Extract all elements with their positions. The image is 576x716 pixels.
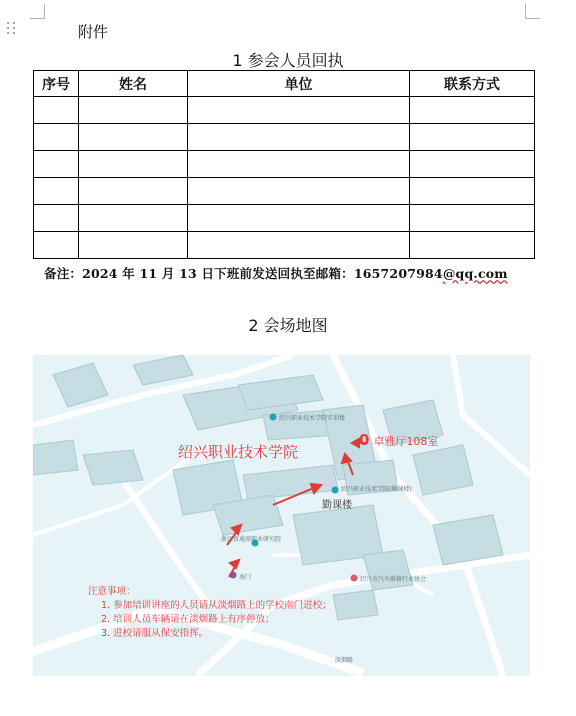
submission-note bbox=[44, 264, 508, 282]
table-cell[interactable] bbox=[34, 232, 79, 259]
section-title-receipt: 1 参会人员回执 bbox=[232, 51, 344, 70]
table-cell[interactable] bbox=[188, 151, 410, 178]
table-header-row bbox=[34, 71, 535, 97]
table-cell[interactable] bbox=[79, 232, 188, 259]
notice-block bbox=[88, 585, 332, 641]
table-cell[interactable] bbox=[410, 232, 535, 259]
poi-label: 南门 bbox=[239, 574, 252, 581]
table-cell[interactable] bbox=[79, 124, 188, 151]
table-row bbox=[34, 232, 535, 259]
notice-item: 1. 参加培训讲座的人员请从淡烟路上的学校南门进校； bbox=[101, 600, 332, 611]
table-cell[interactable] bbox=[34, 205, 79, 232]
venue-map bbox=[33, 355, 530, 676]
room-name: 卓雅厅108室 bbox=[373, 435, 439, 448]
poi-label: 绍兴职业技术学院(勤课楼) bbox=[341, 486, 412, 493]
page-corner-mark-right bbox=[525, 4, 540, 19]
table-cell[interactable] bbox=[79, 151, 188, 178]
table-row bbox=[34, 205, 535, 232]
school-name-label: 绍兴职业技术学院 bbox=[178, 443, 299, 461]
column-header-contact: 联系方式 bbox=[410, 71, 535, 97]
table-cell[interactable] bbox=[79, 205, 188, 232]
drag-handle-icon[interactable] bbox=[6, 22, 18, 36]
table-cell[interactable] bbox=[34, 151, 79, 178]
email-domain: @qq.com bbox=[442, 266, 508, 281]
attendee-receipt-table bbox=[33, 70, 535, 259]
note-text: 备注：2024 年 11 月 13 日下班前发送回执至邮箱：1657207984 bbox=[44, 266, 443, 281]
notice-title: 注意事项： bbox=[88, 586, 136, 597]
table-cell[interactable] bbox=[34, 97, 79, 124]
table-row bbox=[34, 178, 535, 205]
teaching-building-label: 勤课楼 bbox=[322, 500, 352, 511]
table-cell[interactable] bbox=[34, 178, 79, 205]
poi-label: 浙江省通用职业研究院 bbox=[221, 536, 282, 543]
table-cell[interactable] bbox=[188, 97, 410, 124]
table-cell[interactable] bbox=[410, 97, 535, 124]
column-header-name: 姓名 bbox=[79, 71, 188, 97]
table-cell[interactable] bbox=[410, 205, 535, 232]
venue-room-label bbox=[359, 431, 438, 449]
poi-label: 绍兴职业技术学院实训楼 bbox=[279, 415, 346, 422]
table-row bbox=[34, 151, 535, 178]
notice-item: 3. 进校请服从保安指挥。 bbox=[101, 628, 209, 639]
notice-item: 2. 培训人员车辆请在淡烟路上有序停放； bbox=[101, 614, 275, 625]
column-header-number: 序号 bbox=[34, 71, 79, 97]
table-cell[interactable] bbox=[410, 124, 535, 151]
table-cell[interactable] bbox=[188, 124, 410, 151]
poi-label: 绍兴市汽车维修行业协会 bbox=[360, 576, 427, 583]
attachment-label: 附件 bbox=[78, 23, 109, 41]
table-cell[interactable] bbox=[34, 124, 79, 151]
section-title-venue-map: 2 会场地图 bbox=[248, 316, 328, 335]
table-cell[interactable] bbox=[79, 178, 188, 205]
table-cell[interactable] bbox=[188, 232, 410, 259]
page-corner-mark-left bbox=[30, 4, 45, 19]
table-row bbox=[34, 124, 535, 151]
table-cell[interactable] bbox=[410, 151, 535, 178]
table-row bbox=[34, 97, 535, 124]
road-label: 淡烟路 bbox=[335, 657, 354, 664]
table-cell[interactable] bbox=[410, 178, 535, 205]
column-header-organization: 单位 bbox=[188, 71, 410, 97]
table-cell[interactable] bbox=[188, 178, 410, 205]
table-cell[interactable] bbox=[188, 205, 410, 232]
table-cell[interactable] bbox=[79, 97, 188, 124]
room-marker: 0 bbox=[359, 431, 370, 449]
